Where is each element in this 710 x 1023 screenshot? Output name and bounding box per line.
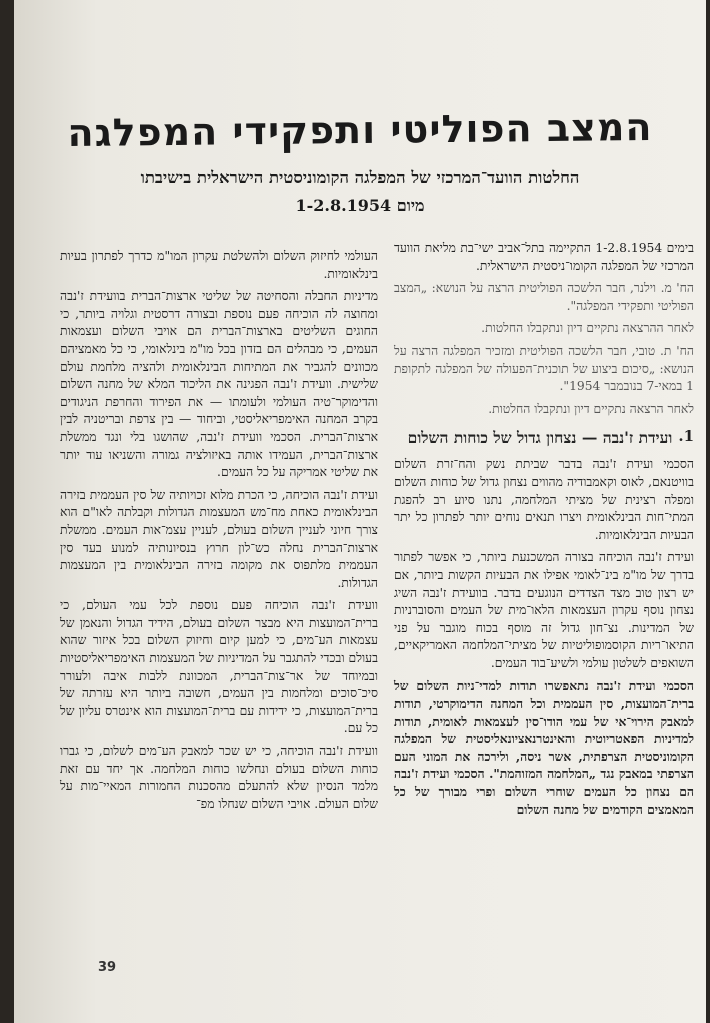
left-column bbox=[60, 248, 378, 818]
right-column bbox=[394, 240, 694, 823]
body-paragraph: מדיניות החבלה והסחיטה של שליטי ארצות־הברית בוועידת ז'נבה ומחוצה לה הוכיחה פעם נוספת ובצורה דרסטית וגלויה ביותר, כי החוגים השליטים בארצות־הברית הם אויבי השלום ועצמאות העמים, כי מבהלים הם בזדון בכל מו"מ בינלאומי, כי כל מאמציהם מכוונים להגביר את המתיחות הבינלאומית ולהציה מלחמת עולם שלישית. וועידת ז'נבה הפגינה את הליכוד המלא של מחנה השלום והדימוקר־טיה העולמי ולעומתו — את הפירוד והחרפת הניגודים בקרב המחנה האימפריאליסטי, וביחוד — בין צרפת ובריטניה לבין ארצות־הברית. הסכמי וועידת ז'נבה, שהושגו בלי ונגד ממשלת ארצות־הברית, העמידו אותה באיזולציה גמורה והשניאו עוד יותר את שליטי אמריקה על כל העמים. bbox=[60, 289, 378, 480]
lecture-paragraph-2: הח' ת. טובי, חבר הלשכה הפוליטית ומזכיר המפלגה הרצה על הנושא: „סיכום ביצוע של תוכנית־הפעולה של המפלגה לתקופת 1 במאי-7 בנובמבר 1954". bbox=[394, 343, 694, 394]
article-title: המצב הפוליטי ותפקידי המפלגה bbox=[67, 104, 653, 156]
article-dates: מיום 1-2.8.1954 bbox=[295, 196, 425, 215]
lecture-paragraph-1: הח' מ. וילנר, חבר הלשכה הפוליטית הרצה על הנושא: „המצב הפוליטי ותפקידי המפלגה". bbox=[394, 281, 694, 313]
document-page bbox=[14, 0, 706, 1023]
body-paragraph: העולמי לחיזוק השלום ולהשלטת עקרון המו"מ כדרך לפתרון בעיות בינלאומיות. bbox=[60, 249, 378, 281]
body-paragraph: ועידת ז'נבה הוכיחה בצורה המשכנעת ביותר, כי אפשר לפתור בדרך של מו"מ בינ־לאומי אפילו את הבעיות הקשות ביותר, אם יש רצון טוב מצד הצדדים הנוגעים בדבר. בוועידת ז'נבה השיג נצחון נוסף עקרון העצמאות הלאו־מית של העמים והסוברניות של המדינות. נצ־חון גדול זה מוסף בכוח מוגבר על פני התיאו־ריות הקוסמופוליטיות של מציתי־המלחמה האמריקאיים, השואפים לשלטון עולמי ולשיע־בוד העמים. bbox=[394, 550, 694, 670]
page-number: 39 bbox=[98, 960, 117, 975]
body-paragraph: וועידת ז'נבה הוכיחה, כי יש שכר למאבק הע־מים לשלום, כי גברו כוחות השלום בעולם ונחלשו כוחות המלחמה. אך יחד עם זאת מלמד הנסיון שלא להתעלם מהסכנות החמורות המאיי־מות על שלום העולם. אויבי השלום שנחלו מפ־ bbox=[60, 744, 378, 811]
section-number: 1. bbox=[678, 427, 694, 446]
body-paragraph: וועידת ז'נבה הוכיחה פעם נוספת לכל עמי העולם, כי ברית־המועצות היא מבצר השלום בעולם, הידיד הגדול והנאמן של עצמאות הע־מים, כי למען קיום וחיזוק השלום בכל איזור שהוא בעולם ובכדי להתגבר על המדיניות של המעצמות האימפריאליסטיות ובמיוחד של אר־צות־הברית, המכוונת ללבות איבה ולעורר סיכ־סוכים ומלחמות בין העמים, חשובה ביותר היא עזרתה של ברית־המועצות, כי ידידות עם ברית־המועצות הוא אינטרס עליון של כל עם. bbox=[60, 598, 378, 736]
section-heading bbox=[394, 428, 694, 448]
discussion-note-1: לאחר ההרצאה נתקיים דיון ונתקבלו החלטות. bbox=[481, 321, 694, 336]
body-paragraph: הסכמי ועידת ז'נבה נתאפשרו תודות למדי־ניות השלום של ברית־המועצות, סין העממית וכל המחנה הדימוקרטי, תודות למאבק הירוי־אי של עמי הודו־סין לעצמאות לאומית, תודות למדיניות הפאטריוטית והאינטרנאציונאליסטית של המפלגה הקומוניסטית הצרפתית, אשר ניסה, ולירכה את המוני העם הצרפתי במאבק נגד „המלחמה המזוהמת". הסכמי ועידת ז'נבה הם נצחון כל העמים שוחרי השלום ופרי מבורך של כל המאמצים הקודמים של מחנה השלום bbox=[394, 678, 694, 817]
discussion-note-2: לאחר הרצאה נתקיים דיון ונתקבלו החלטות. bbox=[488, 401, 694, 416]
body-paragraph: ועידת ז'נבה הוכיחה, כי הכרת מלוא זכויותיה של סין העממית בזירה הבינלאומית כאחת מח־מש המעצמות הגדולות וקבלתה לאו"ם הוא צורך חיוני לעניין השלום בעולם, לעניין עצמ־אות העמים. ממשלת ארצות־הברית נחלה כש־לון חרוץ בנסיונותיה למנוע בעד סין העממית מלתפוס את מקומה בזירה הבינלאומית בין המעצמות הגדולות. bbox=[60, 487, 378, 590]
intro-paragraph: בימים 1-2.8.1954 התקיימה בתל־אביב ישי־בת מליאת הוועד המרכזי של המפלגה הקומו־ניסטית הישראלית. bbox=[394, 241, 694, 273]
section-title: ועידת ז'נבה — נצחון גדול של כוחות השלום bbox=[407, 428, 673, 448]
article-subtitle: החלטות הוועד־המרכזי של המפלגה הקומוניסטית הישראלית בישיבתו bbox=[140, 168, 580, 187]
body-paragraph: הסכמי ועידת ז'נבה בדבר שביתת נשק והח־זרת השלום בוויטנאם, לאוס וקאמבודיה מהווים נצחון גדול של כוחות השלום ומפלה רצינית של מציתי המלחמה, נתנו סיוע רב להפגת המתי־חות הבינלאומית ויצרו תנאים נוחים יותר לפתרון כל יתר הבעיות הבינלאומיות. bbox=[394, 457, 694, 542]
